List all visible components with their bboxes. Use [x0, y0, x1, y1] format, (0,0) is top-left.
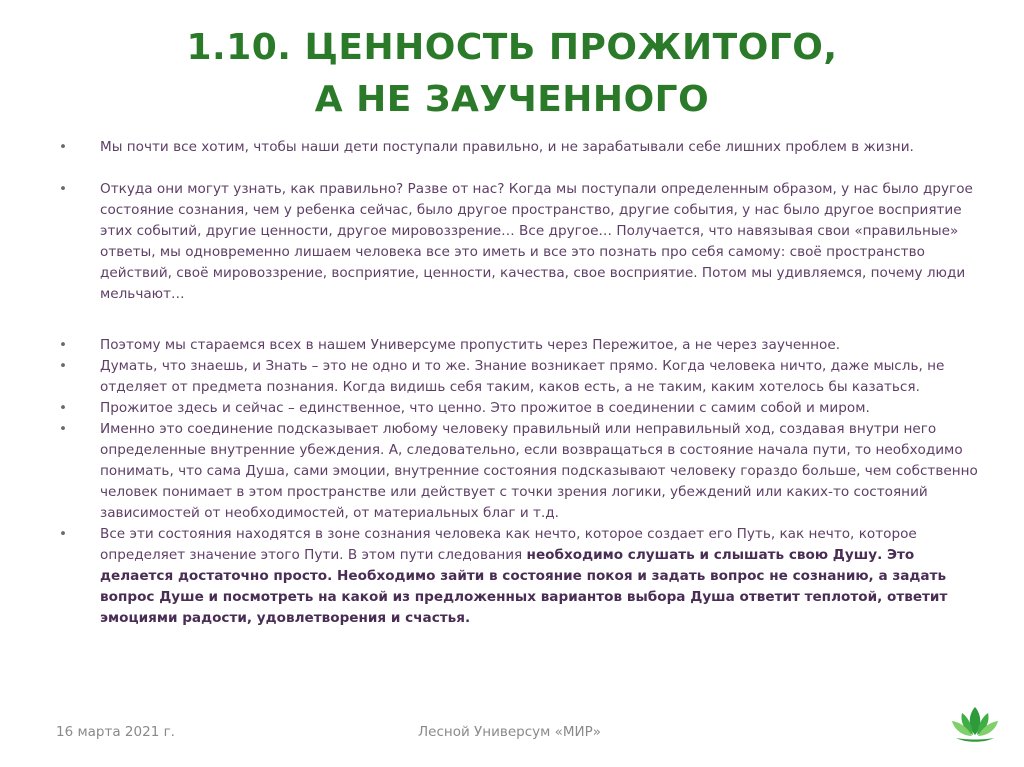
footer-organization: Лесной Универсум «МИР»: [418, 724, 601, 740]
bullet-item: [56, 524, 986, 629]
bullet-item: [56, 356, 986, 398]
logo-base: [956, 738, 994, 742]
bullet-text-plain: Все эти состояния находятся в зоне сознания человека как нечто, которое создает его Путь, как нечто, которое определяет значение этого Пути. В этом пути следования: [100, 526, 917, 563]
slide-title: [0, 22, 1024, 126]
bullet-marker: •: [59, 181, 68, 197]
bullet-marker: •: [59, 400, 68, 416]
bullet-marker: •: [59, 337, 68, 353]
bullet-text: Именно это соединение подсказывает любому человеку правильный или неправильный ход, создавая внутри него определенные внутренние убеждения. А, следовательно, если возвращаться в состояние начала пути, то необходимо понимать, что сама Душа, сами эмоции, внутренние состояния подсказывают человеку гораздо больше, чем собственно человек понимает в этом пространстве или действует с точки зрения логики, убеждений или каких-то состояний зависимостей от необходимостей, от материальных благ и т.д.: [100, 421, 978, 521]
lotus-leaves-icon: [950, 705, 1000, 743]
bullet-marker: •: [59, 421, 68, 437]
bullet-marker: •: [59, 358, 68, 374]
bullet-text: Откуда они могут узнать, как правильно? Разве от нас? Когда мы поступали определенным образом, у нас было другое состояние сознания, чем у ребенка сейчас, было другое пространство, другие события, у нас было другое восприятие этих событий, другие ценности, другое мировоззрение… Все другое… Получается, что навязывая свои «правильные» ответы, мы одновременно лишаем человека все это иметь и все это познать про себя самому: своё пространство действий, своё мировоззрение, восприятие, ценности, качества, свое восприятие. Потом мы удивляемся, почему люди мельчают…: [100, 181, 973, 302]
slide-title-line-2: А НЕ ЗАУЧЕННОГО: [314, 79, 710, 120]
bullet-item: [56, 398, 986, 419]
bullet-text: Мы почти все хотим, чтобы наши дети поступали правильно, и не зарабатывали себе лишних проблем в жизни.: [100, 139, 914, 155]
bullet-marker: •: [59, 526, 68, 542]
bullet-text: Поэтому мы стараемся всех в нашем Универсуме пропустить через Пережитое, а не через заученное.: [100, 337, 841, 353]
bullet-text: Прожитое здесь и сейчас – единственное, что ценно. Это прожитое в соединении с самим собой и миром.: [100, 400, 870, 416]
bullet-text: Думать, что знаешь, и Знать – это не одно и то же. Знание возникает прямо. Когда человека ничто, даже мысль, не отделяет от предмета познания. Когда видишь себя таким, каков есть, а не таким, каким хотелось бы казаться.: [100, 358, 945, 395]
slide-title-line-1: 1.10. ЦЕННОСТЬ ПРОЖИТОГО,: [186, 27, 838, 68]
bullet-text-emphasis: необходимо слушать и слышать свою Душу. Это делается достаточно просто. Необходимо зайти в состояние покоя и задать вопрос не сознанию, а задать вопрос Душе и посмотреть на какой из предложенных вариантов выбора Душа ответит теплотой, ответит эмоциями радости, удовлетворения и счастья.: [100, 547, 948, 626]
bullet-item: [56, 179, 986, 305]
bullet-item: [56, 137, 986, 158]
bullet-item: [56, 419, 986, 524]
bullet-marker: •: [59, 139, 68, 155]
bullet-list: [56, 137, 986, 629]
bullet-item: [56, 335, 986, 356]
footer-date: 16 марта 2021 г.: [56, 724, 175, 740]
